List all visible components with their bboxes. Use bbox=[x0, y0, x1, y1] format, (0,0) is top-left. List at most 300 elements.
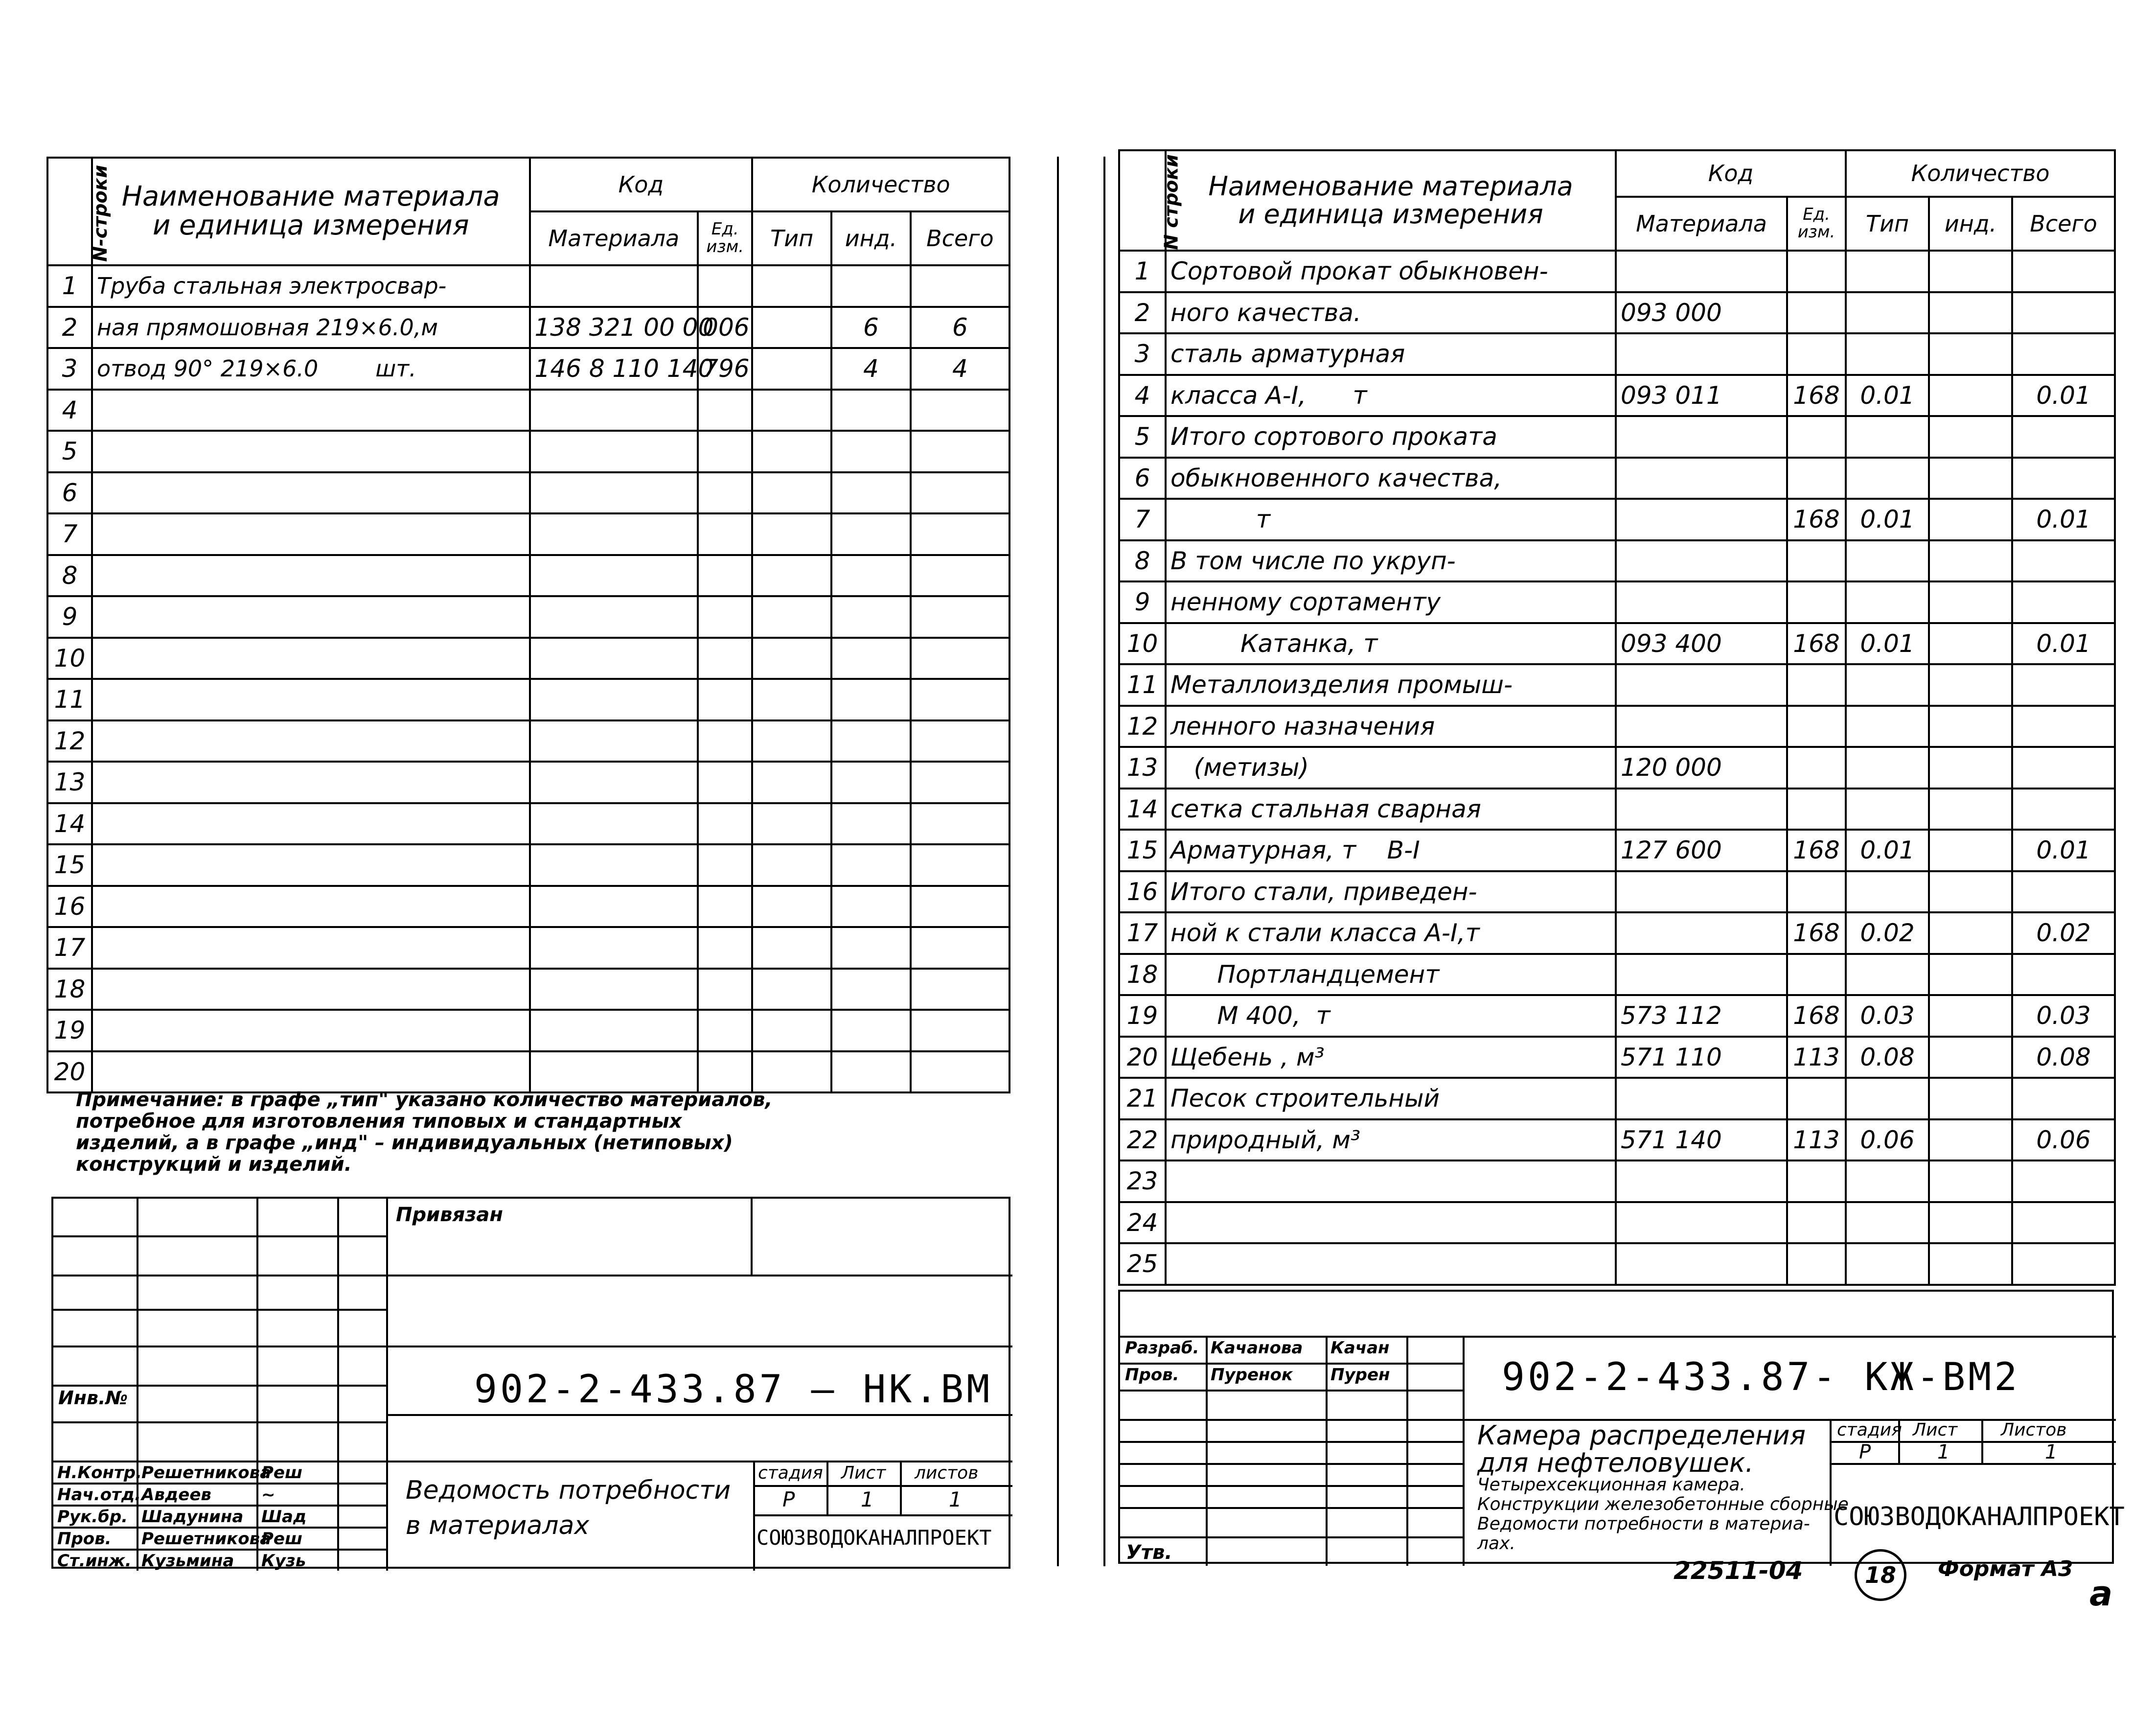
row-number: 13 bbox=[1119, 747, 1166, 789]
row-qty-ind bbox=[831, 265, 911, 307]
row-material-code bbox=[1616, 664, 1787, 706]
row-qty-type bbox=[752, 886, 831, 928]
row-number: 2 bbox=[1119, 292, 1166, 334]
right-title-1: Камера распределения bbox=[1477, 1420, 1806, 1451]
header-code: Код bbox=[530, 158, 753, 211]
row-qty-total: 6 bbox=[911, 307, 1009, 348]
row-name: Труба стальная электросвар- bbox=[92, 265, 530, 307]
row-qty-ind bbox=[1929, 458, 2012, 499]
header-total: Всего bbox=[911, 211, 1009, 265]
row-qty-ind bbox=[831, 555, 911, 597]
row-name: ной к стали класса А-I,т bbox=[1166, 912, 1616, 954]
row-number: 18 bbox=[47, 969, 92, 1010]
row-unit-code bbox=[698, 927, 752, 969]
row-number: 5 bbox=[1119, 416, 1166, 458]
table-row bbox=[1119, 1119, 2115, 1161]
row-qty-total bbox=[2012, 664, 2115, 706]
table-row bbox=[47, 390, 1009, 431]
footer-format: Формат А3 bbox=[1938, 1556, 2073, 1581]
stamp-person-role: Пров. bbox=[1125, 1365, 1179, 1385]
row-material-code bbox=[1616, 1202, 1787, 1244]
right-stage: Р bbox=[1859, 1441, 1871, 1463]
row-unit-code: 006 bbox=[698, 307, 752, 348]
row-number: 8 bbox=[1119, 540, 1166, 582]
row-number: 16 bbox=[1119, 871, 1166, 913]
row-material-code: 120 000 bbox=[1616, 747, 1787, 789]
row-qty-total bbox=[911, 555, 1009, 597]
row-unit-code bbox=[698, 431, 752, 472]
stamp-person-role: Разраб. bbox=[1125, 1338, 1199, 1358]
row-name: (метизы) bbox=[1166, 747, 1616, 789]
row-name bbox=[92, 472, 530, 514]
row-number: 20 bbox=[47, 1051, 92, 1093]
left-sheet-header: Лист bbox=[841, 1463, 886, 1483]
left-stage-header: стадия bbox=[758, 1463, 823, 1483]
right-sheets: 1 bbox=[2045, 1441, 2058, 1463]
row-material-code: 571 140 bbox=[1616, 1119, 1787, 1161]
row-qty-ind bbox=[1929, 581, 2012, 623]
table-row bbox=[47, 1051, 1009, 1093]
row-qty-ind bbox=[831, 886, 911, 928]
row-qty-total bbox=[911, 844, 1009, 886]
stamp-person-sign: Кузь bbox=[261, 1551, 306, 1571]
row-qty-total: 0.01 bbox=[2012, 499, 2115, 540]
header-material: Материала bbox=[530, 211, 698, 265]
row-qty-total: 0.01 bbox=[2012, 623, 2115, 665]
row-qty-total bbox=[911, 390, 1009, 431]
row-name: ная прямошовная 219×6.0,м bbox=[92, 307, 530, 348]
row-material-code bbox=[530, 472, 698, 514]
stamp-person-role: Рук.бр. bbox=[57, 1507, 128, 1527]
row-qty-type: 0.06 bbox=[1846, 1119, 1929, 1161]
row-qty-total bbox=[2012, 1160, 2115, 1202]
header-unit: Ед. изм. bbox=[698, 211, 752, 265]
row-material-code bbox=[1616, 581, 1787, 623]
row-qty-total bbox=[911, 720, 1009, 762]
row-qty-type bbox=[1846, 747, 1929, 789]
stamp-person-name: Авдеев bbox=[141, 1485, 211, 1505]
row-material-code bbox=[530, 762, 698, 803]
row-number: 1 bbox=[47, 265, 92, 307]
row-material-code bbox=[530, 679, 698, 720]
table-row bbox=[1119, 251, 2115, 292]
row-number: 9 bbox=[1119, 581, 1166, 623]
row-qty-ind bbox=[831, 1051, 911, 1093]
row-name: сталь арматурная bbox=[1166, 333, 1616, 375]
row-qty-ind bbox=[831, 927, 911, 969]
row-qty-total bbox=[911, 638, 1009, 679]
table-row bbox=[1119, 1160, 2115, 1202]
row-qty-ind bbox=[831, 969, 911, 1010]
row-qty-total bbox=[2012, 871, 2115, 913]
row-name bbox=[92, 969, 530, 1010]
table-row bbox=[47, 762, 1009, 803]
row-qty-ind bbox=[1929, 871, 2012, 913]
row-unit-code bbox=[1787, 416, 1846, 458]
row-name: Сортовой прокат обыкновен- bbox=[1166, 251, 1616, 292]
row-qty-total bbox=[2012, 1202, 2115, 1244]
row-name: Итого стали, приведен- bbox=[1166, 871, 1616, 913]
table-row bbox=[1119, 1202, 2115, 1244]
row-qty-type bbox=[1846, 416, 1929, 458]
row-qty-total bbox=[2012, 540, 2115, 582]
footer-page: 18 bbox=[1864, 1562, 1896, 1588]
row-qty-ind bbox=[1929, 292, 2012, 334]
table-row bbox=[47, 513, 1009, 555]
header-row-no: N-строки bbox=[47, 158, 92, 265]
row-number: 15 bbox=[1119, 830, 1166, 871]
row-name bbox=[92, 596, 530, 638]
row-name bbox=[92, 886, 530, 928]
row-number: 7 bbox=[47, 513, 92, 555]
r-header-row-no: N строки bbox=[1119, 150, 1166, 251]
row-name bbox=[92, 1010, 530, 1051]
left-doc-code: 902-2-433.87 – НК.ВМ bbox=[474, 1368, 993, 1412]
row-number: 20 bbox=[1119, 1037, 1166, 1078]
row-qty-ind bbox=[1929, 623, 2012, 665]
footer-page-circle bbox=[1855, 1549, 1906, 1601]
row-material-code bbox=[530, 596, 698, 638]
stamp-person-sign: Шад bbox=[261, 1507, 307, 1527]
row-unit-code bbox=[1787, 540, 1846, 582]
row-qty-total bbox=[2012, 1078, 2115, 1119]
row-unit-code bbox=[1787, 1160, 1846, 1202]
row-unit-code bbox=[698, 596, 752, 638]
stamp-person-name: Пуренок bbox=[1211, 1365, 1293, 1385]
row-qty-total bbox=[911, 927, 1009, 969]
row-name bbox=[92, 513, 530, 555]
row-name: Арматурная, т В-I bbox=[1166, 830, 1616, 871]
row-material-code bbox=[530, 844, 698, 886]
row-number: 19 bbox=[47, 1010, 92, 1051]
table-row bbox=[47, 307, 1009, 348]
right-sheet-header: Лист bbox=[1913, 1420, 1958, 1440]
row-name: обыкновенного качества, bbox=[1166, 458, 1616, 499]
row-qty-type bbox=[1846, 1160, 1929, 1202]
row-material-code bbox=[1616, 954, 1787, 996]
table-row bbox=[47, 927, 1009, 969]
row-qty-ind bbox=[1929, 540, 2012, 582]
right-stage-header: стадия bbox=[1837, 1420, 1902, 1440]
row-qty-ind bbox=[1929, 830, 2012, 871]
r-header-unit: Ед. изм. bbox=[1787, 197, 1846, 251]
row-qty-ind bbox=[1929, 499, 2012, 540]
header-ind: инд. bbox=[831, 211, 911, 265]
row-number: 11 bbox=[1119, 664, 1166, 706]
row-unit-code: 113 bbox=[1787, 1119, 1846, 1161]
row-qty-type: 0.02 bbox=[1846, 912, 1929, 954]
row-qty-total bbox=[911, 803, 1009, 845]
table-row bbox=[47, 803, 1009, 845]
row-number: 16 bbox=[47, 886, 92, 928]
row-material-code: 093 000 bbox=[1616, 292, 1787, 334]
row-name: Щебень , м³ bbox=[1166, 1037, 1616, 1078]
right-sheet: 1 bbox=[1937, 1441, 1950, 1463]
row-qty-type bbox=[1846, 292, 1929, 334]
row-name bbox=[1166, 1160, 1616, 1202]
table-row bbox=[1119, 747, 2115, 789]
row-name bbox=[92, 1051, 530, 1093]
privyazan-label: Привязан bbox=[396, 1204, 504, 1226]
r-header-code: Код bbox=[1616, 150, 1846, 197]
row-qty-type: 0.03 bbox=[1846, 995, 1929, 1037]
row-material-code bbox=[1616, 458, 1787, 499]
row-material-code bbox=[1616, 499, 1787, 540]
row-material-code bbox=[530, 390, 698, 431]
row-number: 19 bbox=[1119, 995, 1166, 1037]
row-unit-code: 796 bbox=[698, 348, 752, 390]
row-name bbox=[92, 390, 530, 431]
left-stage: Р bbox=[782, 1487, 795, 1511]
row-qty-ind bbox=[1929, 1119, 2012, 1161]
row-material-code: 146 8 110 140 bbox=[530, 348, 698, 390]
row-unit-code bbox=[1787, 706, 1846, 747]
row-qty-total bbox=[2012, 706, 2115, 747]
row-material-code: 093 011 bbox=[1616, 375, 1787, 417]
row-qty-total: 0.01 bbox=[2012, 375, 2115, 417]
table-row bbox=[1119, 1037, 2115, 1078]
table-row bbox=[1119, 706, 2115, 747]
row-qty-total bbox=[2012, 251, 2115, 292]
row-name bbox=[92, 803, 530, 845]
header-type: Тип bbox=[752, 211, 831, 265]
row-name: Портландцемент bbox=[1166, 954, 1616, 996]
row-qty-type bbox=[752, 720, 831, 762]
row-number: 13 bbox=[47, 762, 92, 803]
row-qty-type bbox=[1846, 1202, 1929, 1244]
table-row bbox=[1119, 540, 2115, 582]
row-name bbox=[92, 844, 530, 886]
row-number: 5 bbox=[47, 431, 92, 472]
row-qty-type bbox=[752, 472, 831, 514]
row-qty-ind bbox=[1929, 995, 2012, 1037]
table-row bbox=[1119, 1243, 2115, 1285]
row-qty-type bbox=[752, 307, 831, 348]
table-row bbox=[1119, 333, 2115, 375]
row-material-code bbox=[530, 638, 698, 679]
row-qty-type bbox=[752, 348, 831, 390]
footer-letter: а bbox=[2089, 1574, 2113, 1614]
left-sheet: 1 bbox=[861, 1487, 874, 1511]
row-name: ного качества. bbox=[1166, 292, 1616, 334]
table-row bbox=[1119, 623, 2115, 665]
row-qty-ind bbox=[831, 390, 911, 431]
left-org: СОЮЗВОДОКАНАЛПРОЕКТ bbox=[757, 1526, 992, 1550]
row-qty-ind bbox=[1929, 706, 2012, 747]
row-unit-code bbox=[1787, 581, 1846, 623]
row-name: ненному сортаменту bbox=[1166, 581, 1616, 623]
row-material-code bbox=[530, 1010, 698, 1051]
row-name bbox=[1166, 1243, 1616, 1285]
row-unit-code: 168 bbox=[1787, 912, 1846, 954]
row-unit-code bbox=[698, 1010, 752, 1051]
row-number: 14 bbox=[47, 803, 92, 845]
stamp-person-sign: ~ bbox=[261, 1485, 275, 1505]
table-row bbox=[1119, 292, 2115, 334]
row-material-code bbox=[1616, 1243, 1787, 1285]
row-number: 17 bbox=[1119, 912, 1166, 954]
table-row bbox=[47, 969, 1009, 1010]
left-sheets-header: листов bbox=[915, 1463, 979, 1483]
table-row bbox=[1119, 664, 2115, 706]
row-unit-code bbox=[1787, 789, 1846, 830]
row-qty-total: 0.01 bbox=[2012, 830, 2115, 871]
row-qty-ind bbox=[1929, 789, 2012, 830]
row-unit-code bbox=[698, 390, 752, 431]
row-name: т bbox=[1166, 499, 1616, 540]
table-row bbox=[47, 886, 1009, 928]
row-unit-code bbox=[1787, 1078, 1846, 1119]
left-sheet bbox=[46, 157, 1025, 1571]
stamp-person-name: Качанова bbox=[1211, 1338, 1303, 1358]
table-row bbox=[1119, 499, 2115, 540]
table-row bbox=[47, 472, 1009, 514]
row-qty-type bbox=[1846, 1243, 1929, 1285]
row-number: 18 bbox=[1119, 954, 1166, 996]
row-number: 10 bbox=[1119, 623, 1166, 665]
right-sheet bbox=[1118, 149, 2125, 1566]
r-header-material: Материала bbox=[1616, 197, 1787, 251]
left-stamp bbox=[51, 1197, 1010, 1569]
row-material-code bbox=[530, 886, 698, 928]
row-material-code bbox=[1616, 333, 1787, 375]
table-row bbox=[47, 844, 1009, 886]
row-name: класса А-I, т bbox=[1166, 375, 1616, 417]
row-number: 3 bbox=[1119, 333, 1166, 375]
row-qty-type bbox=[1846, 871, 1929, 913]
row-name: природный, м³ bbox=[1166, 1119, 1616, 1161]
row-material-code bbox=[1616, 912, 1787, 954]
r-header-type: Тип bbox=[1846, 197, 1929, 251]
row-qty-ind bbox=[1929, 1037, 2012, 1078]
stamp-person-name: Решетникова bbox=[141, 1529, 272, 1549]
row-qty-ind bbox=[831, 803, 911, 845]
stamp-person-name: Шадунина bbox=[141, 1507, 244, 1527]
row-qty-type bbox=[1846, 1078, 1929, 1119]
table-row bbox=[1119, 912, 2115, 954]
row-material-code bbox=[1616, 540, 1787, 582]
row-number: 15 bbox=[47, 844, 92, 886]
table-row bbox=[1119, 581, 2115, 623]
row-unit-code bbox=[698, 844, 752, 886]
row-qty-ind bbox=[831, 1010, 911, 1051]
row-qty-total bbox=[911, 596, 1009, 638]
table-row bbox=[1119, 830, 2115, 871]
row-name: отвод 90° 219×6.0 шт. bbox=[92, 348, 530, 390]
row-unit-code bbox=[1787, 664, 1846, 706]
row-number: 6 bbox=[47, 472, 92, 514]
row-qty-type bbox=[1846, 789, 1929, 830]
row-qty-ind bbox=[831, 513, 911, 555]
row-number: 21 bbox=[1119, 1078, 1166, 1119]
row-qty-ind bbox=[1929, 954, 2012, 996]
row-qty-type bbox=[752, 596, 831, 638]
row-qty-ind bbox=[1929, 747, 2012, 789]
row-material-code bbox=[530, 927, 698, 969]
row-unit-code bbox=[698, 720, 752, 762]
row-qty-ind bbox=[1929, 375, 2012, 417]
row-unit-code: 168 bbox=[1787, 623, 1846, 665]
row-qty-total bbox=[911, 969, 1009, 1010]
row-number: 1 bbox=[1119, 251, 1166, 292]
row-qty-total bbox=[2012, 954, 2115, 996]
row-qty-total bbox=[911, 265, 1009, 307]
row-qty-type bbox=[1846, 540, 1929, 582]
row-name: В том числе по укруп- bbox=[1166, 540, 1616, 582]
row-name: Металлоизделия промыш- bbox=[1166, 664, 1616, 706]
row-qty-type bbox=[752, 1051, 831, 1093]
row-unit-code bbox=[1787, 1243, 1846, 1285]
row-qty-type: 0.01 bbox=[1846, 499, 1929, 540]
row-qty-ind bbox=[1929, 333, 2012, 375]
row-unit-code bbox=[1787, 292, 1846, 334]
row-qty-total bbox=[911, 1051, 1009, 1093]
row-unit-code bbox=[1787, 871, 1846, 913]
right-doc-code: 902-2-433.87- КЖ-ВМ2 bbox=[1502, 1355, 2020, 1399]
row-qty-type bbox=[752, 927, 831, 969]
row-qty-type: 0.01 bbox=[1846, 375, 1929, 417]
row-unit-code bbox=[698, 472, 752, 514]
row-number: 11 bbox=[47, 679, 92, 720]
center-divider-2 bbox=[1103, 157, 1105, 1566]
row-unit-code bbox=[1787, 251, 1846, 292]
row-name bbox=[92, 720, 530, 762]
row-qty-total bbox=[911, 513, 1009, 555]
inv-label: Инв.№ bbox=[58, 1387, 128, 1409]
row-number: 2 bbox=[47, 307, 92, 348]
row-qty-total: 4 bbox=[911, 348, 1009, 390]
footer-number: 22511-04 bbox=[1674, 1556, 1803, 1585]
center-divider bbox=[1057, 157, 1059, 1566]
row-qty-total bbox=[911, 472, 1009, 514]
row-name: Катанка, т bbox=[1166, 623, 1616, 665]
row-qty-type bbox=[1846, 706, 1929, 747]
row-qty-type bbox=[752, 390, 831, 431]
left-sheets: 1 bbox=[949, 1487, 962, 1511]
row-material-code bbox=[1616, 251, 1787, 292]
row-unit-code bbox=[698, 638, 752, 679]
row-qty-ind bbox=[831, 638, 911, 679]
left-note: Примечание: в графе „тип" указано количество материалов, потребное для изготовления типовых и стандартных изделий, а в графе „инд" – индивидуальных (нетиповых) конструкций и изделий. bbox=[76, 1089, 773, 1176]
row-material-code: 571 110 bbox=[1616, 1037, 1787, 1078]
row-number: 8 bbox=[47, 555, 92, 597]
row-qty-total bbox=[2012, 789, 2115, 830]
row-unit-code bbox=[698, 886, 752, 928]
row-qty-total bbox=[911, 1010, 1009, 1051]
left-doc-title: Ведомость потребности в материалах bbox=[406, 1476, 731, 1540]
row-qty-total bbox=[911, 431, 1009, 472]
table-row bbox=[47, 679, 1009, 720]
row-qty-type bbox=[752, 265, 831, 307]
r-header-total: Всего bbox=[2012, 197, 2115, 251]
row-name bbox=[92, 431, 530, 472]
r-header-ind: инд. bbox=[1929, 197, 2012, 251]
row-number: 12 bbox=[47, 720, 92, 762]
table-row bbox=[1119, 995, 2115, 1037]
row-material-code bbox=[530, 969, 698, 1010]
row-name: сетка стальная сварная bbox=[1166, 789, 1616, 830]
right-subtitle: Четырехсекционная камера. Конструкции железобетонные сборные Ведомости потребности в материа- лах. bbox=[1477, 1475, 1849, 1554]
row-number: 7 bbox=[1119, 499, 1166, 540]
row-qty-ind bbox=[831, 720, 911, 762]
row-qty-type bbox=[1846, 251, 1929, 292]
row-material-code bbox=[1616, 1160, 1787, 1202]
row-number: 23 bbox=[1119, 1160, 1166, 1202]
row-qty-ind bbox=[1929, 664, 2012, 706]
row-material-code: 093 400 bbox=[1616, 623, 1787, 665]
row-material-code bbox=[1616, 871, 1787, 913]
right-materials-table bbox=[1118, 149, 2116, 1286]
